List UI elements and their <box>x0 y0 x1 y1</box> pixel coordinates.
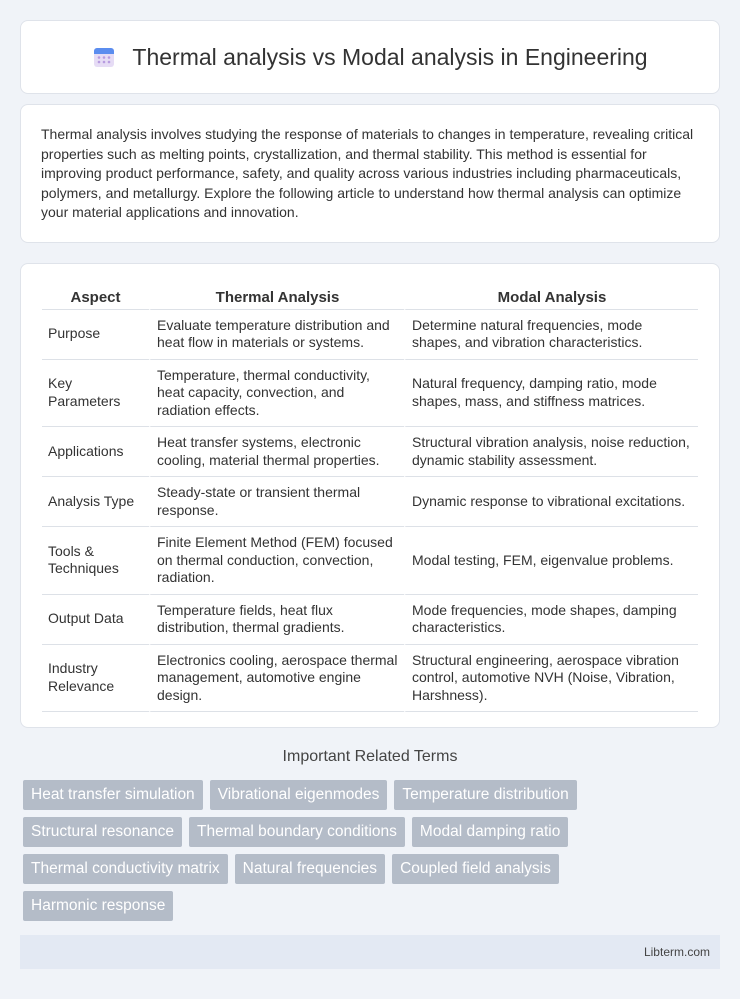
related-term-tag[interactable]: Vibrational eigenmodes <box>210 780 388 810</box>
related-term-tag[interactable]: Harmonic response <box>23 891 173 921</box>
comparison-card <box>20 263 720 728</box>
calendar-icon <box>92 45 116 69</box>
intro-text: Thermal analysis involves studying the response of materials to changes in temperature, revealing critical properties such as melting points, crystallization, and thermal stability. This method is essential for improving product performance, safety, and quality across various industries including pharmaceuticals, polymers, and metallurgy. Explore the following article to understand how thermal analysis can optimize your material applications and innovation. <box>41 126 694 221</box>
cell-thermal: Finite Element Method (FEM) focused on thermal conduction, convection, radiation. <box>149 527 404 595</box>
related-term-tag[interactable]: Temperature distribution <box>394 780 576 810</box>
footer <box>20 935 720 969</box>
table-row <box>42 595 698 645</box>
cell-modal: Mode frequencies, mode shapes, damping characteristics. <box>404 595 698 645</box>
related-term-tag[interactable]: Structural resonance <box>23 817 182 847</box>
table-row <box>42 477 698 527</box>
cell-aspect: Output Data <box>42 595 149 645</box>
cell-thermal: Electronics cooling, aerospace thermal management, automotive engine design. <box>149 645 404 713</box>
cell-thermal: Steady-state or transient thermal response. <box>149 477 404 527</box>
related-terms-list <box>23 780 713 921</box>
related-term-tag[interactable]: Coupled field analysis <box>392 854 559 884</box>
related-term-tag[interactable]: Thermal conductivity matrix <box>23 854 228 884</box>
cell-aspect: Tools & Techniques <box>42 527 149 595</box>
footer-site-link[interactable]: Libterm.com <box>643 945 710 959</box>
table-row <box>42 310 698 360</box>
page-title: Thermal analysis vs Modal analysis in Engineering <box>132 43 648 70</box>
related-term-tag[interactable]: Heat transfer simulation <box>23 780 203 810</box>
header-modal: Modal Analysis <box>404 284 698 310</box>
table-row <box>42 645 698 713</box>
related-terms-title: Important Related Terms <box>282 748 458 765</box>
related-term-tag[interactable]: Modal damping ratio <box>412 817 568 847</box>
cell-aspect: Purpose <box>42 310 149 360</box>
table-row <box>42 527 698 595</box>
table-row <box>42 360 698 428</box>
header-thermal: Thermal Analysis <box>149 284 404 310</box>
cell-aspect: Key Parameters <box>42 360 149 428</box>
cell-thermal: Temperature, thermal conductivity, heat capacity, convection, and radiation effects. <box>149 360 404 428</box>
cell-modal: Modal testing, FEM, eigenvalue problems. <box>404 527 698 595</box>
comparison-table <box>42 284 698 712</box>
cell-modal: Determine natural frequencies, mode shapes, and vibration characteristics. <box>404 310 698 360</box>
cell-aspect: Industry Relevance <box>42 645 149 713</box>
cell-aspect: Applications <box>42 427 149 477</box>
intro-card <box>20 104 720 243</box>
header-aspect: Aspect <box>42 284 149 310</box>
cell-modal: Structural engineering, aerospace vibration control, automotive NVH (Noise, Vibration, Harshness). <box>404 645 698 713</box>
cell-modal: Structural vibration analysis, noise reduction, dynamic stability assessment. <box>404 427 698 477</box>
cell-aspect: Analysis Type <box>42 477 149 527</box>
cell-modal: Dynamic response to vibrational excitations. <box>404 477 698 527</box>
cell-modal: Natural frequency, damping ratio, mode shapes, mass, and stiffness matrices. <box>404 360 698 428</box>
cell-thermal: Temperature fields, heat flux distribution, thermal gradients. <box>149 595 404 645</box>
cell-thermal: Heat transfer systems, electronic cooling, material thermal properties. <box>149 427 404 477</box>
header-card <box>20 20 720 94</box>
table-header-row <box>42 284 698 310</box>
related-term-tag[interactable]: Natural frequencies <box>235 854 385 884</box>
related-term-tag[interactable]: Thermal boundary conditions <box>189 817 405 847</box>
table-row <box>42 427 698 477</box>
cell-thermal: Evaluate temperature distribution and heat flow in materials or systems. <box>149 310 404 360</box>
